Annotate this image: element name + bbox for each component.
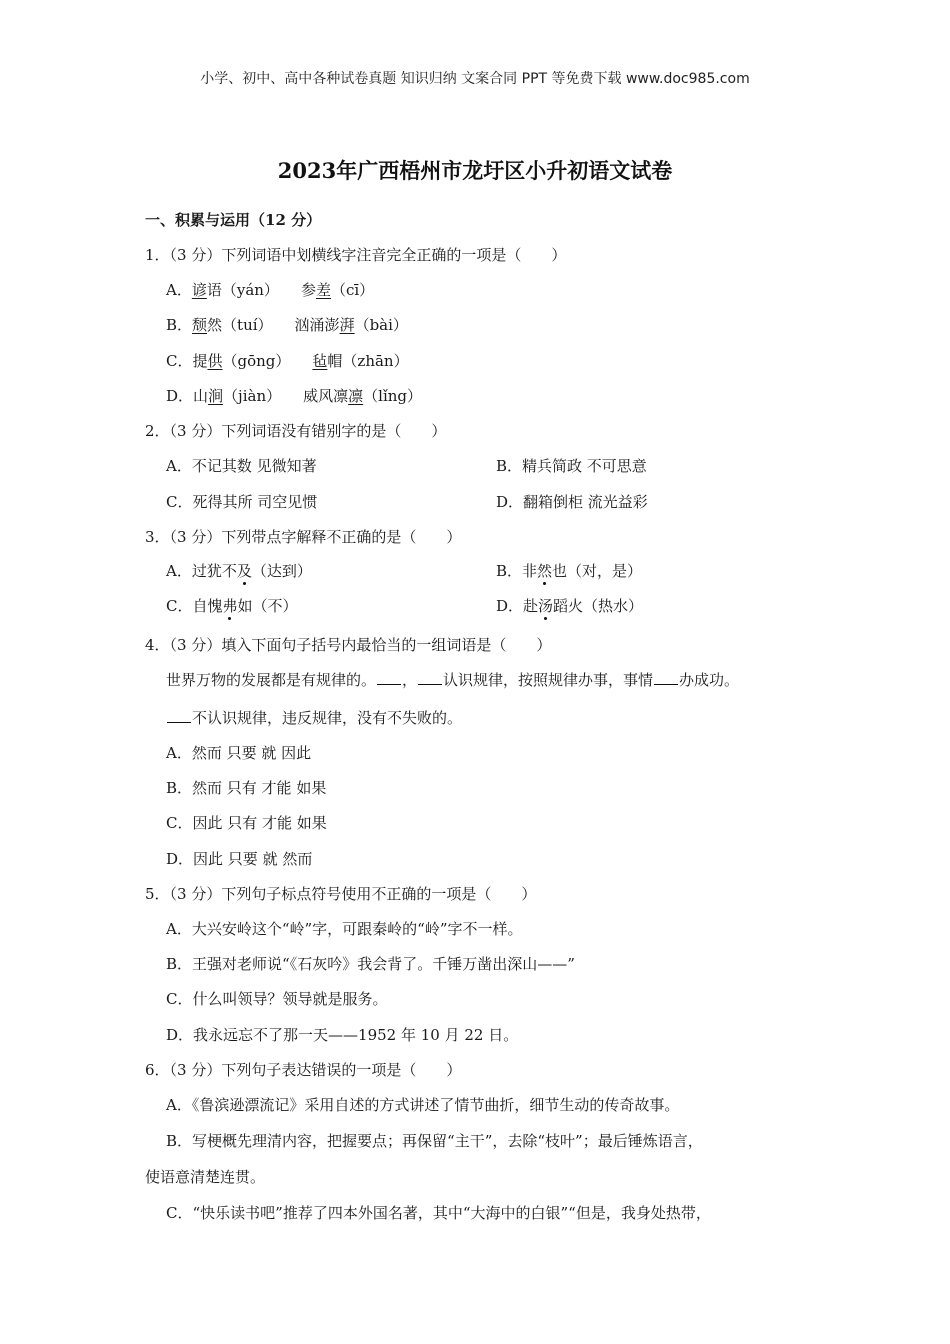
q6-option-b: B．写梗概先理清内容，把握要点；再保留“主干”，去除“枝叶”；最后锤炼语言，	[166, 1132, 703, 1150]
header-note: 小学、初中、高中各种试卷真题 知识归纳 文案合同 PPT 等免费下载 www.doc985.com	[200, 71, 750, 87]
q2-option-d: D．翻箱倒柜 流光益彩	[496, 493, 648, 511]
q1-option-b: B．颓然（tuí） 汹涌澎湃（bài）	[166, 316, 408, 334]
q6-option-a: A．《鲁滨逊漂流记》采用自述的方式讲述了情节曲折，细节生动的传奇故事。	[166, 1096, 680, 1114]
q5-option-c: C．什么叫领导？领导就是服务。	[166, 990, 388, 1008]
q4-option-d: D．因此 只要 就 然而	[166, 850, 313, 868]
q3-option-d: D．赴汤蹈火（热水）	[496, 597, 644, 615]
q2-option-a: A．不记其数 见微知著	[166, 457, 317, 475]
q4-passage-line-2: 不认识规律，违反规律，没有不失败的。	[166, 708, 462, 728]
question-1-stem: 1．（3 分）下列词语中划横线字注音完全正确的一项是（ ）	[145, 246, 567, 264]
fill-blank	[167, 708, 191, 723]
q1-option-d: D．山涧（jiàn） 威风凛凛（lǐng）	[166, 387, 422, 405]
q4-passage-line-1: 世界万物的发展都是有规律的。 ， 认识规律，按照规律办事，事情 办成功。	[166, 671, 740, 689]
question-4-stem: 4．（3 分）填入下面句子括号内最恰当的一组词语是（ ）	[145, 636, 552, 654]
q3-option-b: B．非然也（对，是）	[496, 562, 643, 580]
q1-option-c: C．提供（gōng） 毡帽（zhān）	[166, 352, 409, 370]
fill-blank	[418, 670, 442, 685]
q3-option-a: A．过犹不及（达到）	[166, 562, 312, 580]
q2-option-c: C．死得其所 司空见惯	[166, 493, 318, 511]
q5-option-a: A．大兴安岭这个“岭”字，可跟秦岭的“岭”字不一样。	[166, 920, 523, 938]
question-2-stem: 2．（3 分）下列词语没有错别字的是（ ）	[145, 422, 447, 440]
q3-option-c: C．自愧弗如（不）	[166, 597, 298, 615]
section-heading: 一、积累与运用（12 分）	[145, 211, 322, 229]
q6-option-b-continued: 使语意清楚连贯。	[145, 1168, 266, 1186]
fill-blank	[377, 670, 401, 685]
q5-option-d: D．我永远忘不了那一天——1952 年 10 月 22 日。	[166, 1026, 519, 1044]
q1-option-a: A．谚语（yán） 参差（cī）	[166, 281, 375, 299]
question-3-stem: 3．（3 分）下列带点字解释不正确的是（ ）	[145, 528, 462, 546]
q5-option-b: B．王强对老师说“《石灰吟》我会背了。千锤万凿出深山——”	[166, 955, 575, 973]
question-6-stem: 6．（3 分）下列句子表达错误的一项是（ ）	[145, 1061, 462, 1079]
question-5-stem: 5．（3 分）下列句子标点符号使用不正确的一项是（ ）	[145, 885, 537, 903]
page-title: 2023年广西梧州市龙圩区小升初语文试卷	[277, 158, 673, 183]
q4-option-b: B．然而 只有 才能 如果	[166, 779, 327, 797]
fill-blank	[654, 670, 678, 685]
q2-option-b: B．精兵简政 不可思意	[496, 457, 647, 475]
q4-option-c: C．因此 只有 才能 如果	[166, 814, 327, 832]
q4-option-a: A．然而 只要 就 因此	[166, 744, 312, 762]
q6-option-c: C．“快乐读书吧”推荐了四本外国名著，其中“大海中的白银”“但是，我身处热带，	[166, 1204, 711, 1222]
